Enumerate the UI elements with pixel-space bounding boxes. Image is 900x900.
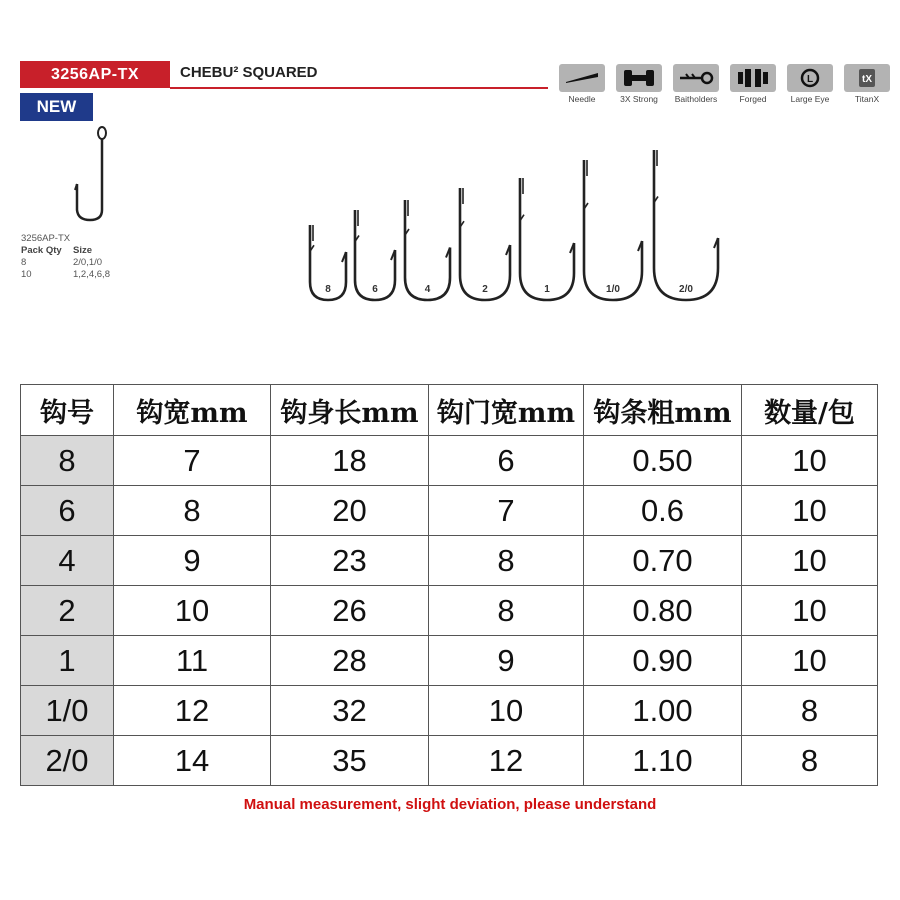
table-cell: 8: [21, 436, 114, 486]
pack-info-row: [21, 257, 110, 269]
table-cell: 11: [114, 636, 271, 686]
table-cell: 0.70: [584, 536, 742, 586]
col-header-qty: 数量/包: [742, 385, 878, 436]
svg-text:L: L: [806, 74, 814, 85]
feature-large-eye: [785, 64, 835, 104]
table-cell: 6: [21, 486, 114, 536]
model-code-badge: 3256AP-TX: [20, 61, 170, 88]
table-cell: 7: [114, 436, 271, 486]
table-row: [21, 686, 878, 736]
table-cell: 10: [114, 586, 271, 636]
table-cell: 10: [742, 636, 878, 686]
table-cell: 10: [429, 686, 584, 736]
hook-size-illustrations: [300, 140, 730, 310]
pack-qty-header: Pack Qty: [21, 245, 62, 256]
table-row: [21, 486, 878, 536]
table-cell: 18: [271, 436, 429, 486]
hook-size-label: 1/0: [606, 284, 620, 295]
table-header-row: [21, 385, 878, 436]
hook-size-label: 1: [544, 284, 550, 295]
table-cell: 2: [21, 586, 114, 636]
size-table: [20, 384, 878, 786]
hook-size-label: 2: [482, 284, 488, 295]
table-cell: 1/0: [21, 686, 114, 736]
table-cell: 14: [114, 736, 271, 786]
hook-size-0: [310, 225, 346, 300]
table-row: [21, 536, 878, 586]
table-cell: 6: [429, 436, 584, 486]
pack-info-header: [21, 245, 110, 257]
table-cell: 8: [742, 736, 878, 786]
col-header-gap: 钩宽mm: [114, 385, 271, 436]
table-cell: 8: [742, 686, 878, 736]
table-cell: 8: [114, 486, 271, 536]
hook-size-label: 8: [325, 284, 331, 295]
table-cell: 23: [271, 536, 429, 586]
feature-titanx: [842, 64, 892, 104]
table-cell: 28: [271, 636, 429, 686]
hook-size-label: 6: [372, 284, 378, 295]
hook-size-1: [355, 210, 395, 300]
table-cell: 12: [429, 736, 584, 786]
baitholders-icon: [673, 64, 719, 92]
hook-size-3: [460, 188, 510, 300]
3x-strong-icon: [616, 64, 662, 92]
feature-forged: [728, 64, 778, 104]
large-eye-icon: [787, 64, 833, 92]
table-cell: 10: [742, 586, 878, 636]
pack-info: [21, 233, 110, 281]
col-header-size: 钩号: [21, 385, 114, 436]
table-cell: 1.10: [584, 736, 742, 786]
needle-point-icon: [559, 64, 605, 92]
hook-icon: [60, 124, 120, 224]
footnote: Manual measurement, slight deviation, please understand: [243, 796, 657, 813]
hook-size-2: [405, 200, 450, 300]
table-cell: 10: [742, 486, 878, 536]
table-cell: 4: [21, 536, 114, 586]
hook-size-label: 2/0: [679, 284, 693, 295]
pack-qty: 10: [21, 269, 32, 280]
table-row: [21, 636, 878, 686]
table-cell: 10: [742, 536, 878, 586]
table-cell: 9: [114, 536, 271, 586]
table-row: [21, 736, 878, 786]
titanx-icon: [844, 64, 890, 92]
feature-label: TitanX: [854, 94, 880, 104]
feature-3x-strong: [614, 64, 664, 104]
feature-label: Large Eye: [790, 94, 830, 104]
table-cell: 0.50: [584, 436, 742, 486]
table-cell: 20: [271, 486, 429, 536]
table-cell: 1.00: [584, 686, 742, 736]
hook-size-5: [584, 160, 642, 300]
col-header-wire: 钩条粗mm: [584, 385, 742, 436]
feature-baitholders: [671, 64, 721, 104]
pack-qty: 8: [21, 257, 27, 268]
pack-sizes: 1,2,4,6,8: [73, 269, 110, 280]
table-cell: 35: [271, 736, 429, 786]
new-badge: NEW: [20, 93, 93, 121]
col-header-shank: 钩身长mm: [271, 385, 429, 436]
table-row: [21, 436, 878, 486]
hook-size-4: [520, 178, 574, 300]
table-row: [21, 586, 878, 636]
pack-info-model: 3256AP-TX: [21, 233, 71, 244]
forged-icon: [730, 64, 776, 92]
svg-text:tX: tX: [862, 74, 872, 85]
feature-label: Needle: [568, 94, 596, 104]
table-cell: 1: [21, 636, 114, 686]
col-header-throat: 钩门宽mm: [429, 385, 584, 436]
table-cell: 2/0: [21, 736, 114, 786]
header-divider: [170, 87, 548, 89]
feature-label: Forged: [739, 94, 767, 104]
feature-label: Baitholders: [674, 94, 718, 104]
table-cell: 0.80: [584, 586, 742, 636]
feature-needle: [557, 64, 607, 104]
pack-sizes: 2/0,1/0: [73, 257, 103, 268]
feature-icons: [557, 64, 892, 104]
table-cell: 0.90: [584, 636, 742, 686]
pack-info-row: [21, 269, 110, 281]
feature-label: 3X Strong: [620, 94, 658, 104]
hook-size-6: [654, 150, 718, 300]
table-cell: 9: [429, 636, 584, 686]
table-cell: 7: [429, 486, 584, 536]
table-cell: 8: [429, 586, 584, 636]
hook-size-label: 4: [424, 284, 431, 295]
table-cell: 26: [271, 586, 429, 636]
size-header: Size: [73, 245, 93, 256]
table-cell: 8: [429, 536, 584, 586]
table-cell: 32: [271, 686, 429, 736]
series-name: CHEBU² SQUARED: [180, 64, 318, 81]
table-cell: 10: [742, 436, 878, 486]
table-cell: 0.6: [584, 486, 742, 536]
table-cell: 12: [114, 686, 271, 736]
